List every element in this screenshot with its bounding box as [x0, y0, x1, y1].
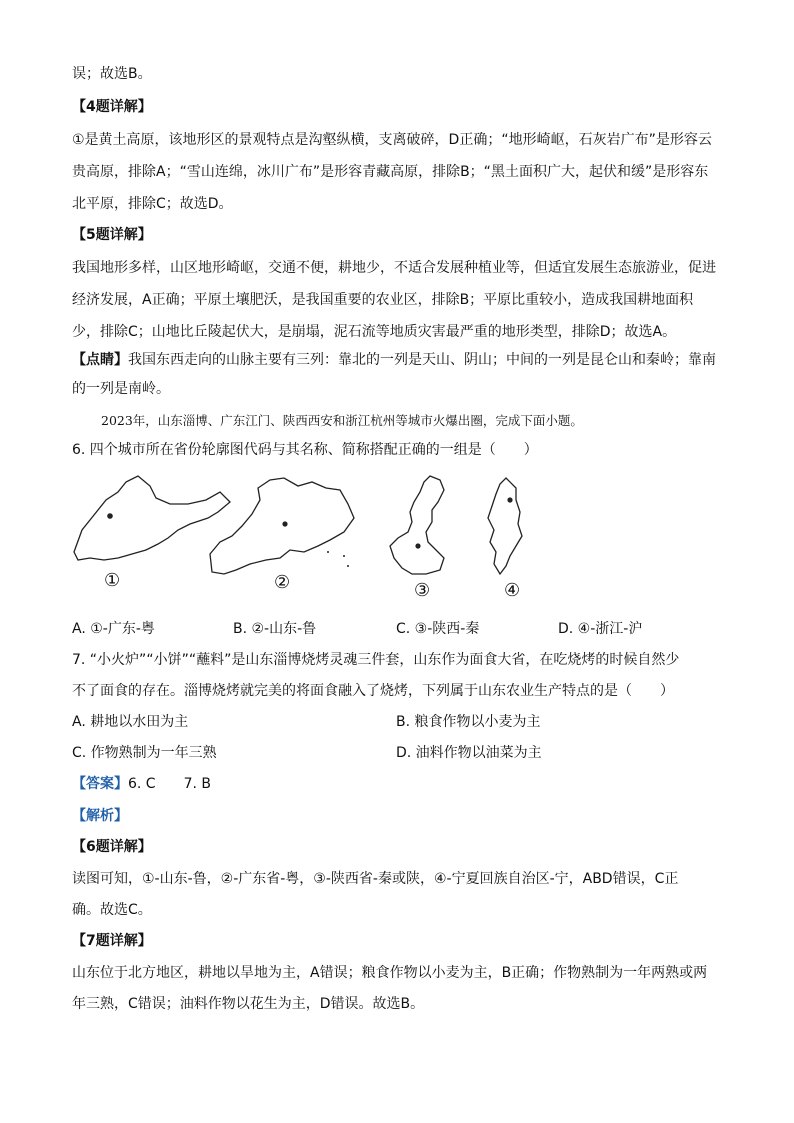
answer-text: 6. C 7. B: [128, 776, 211, 792]
map-dot-3: [415, 543, 420, 548]
map-dot-1: [107, 513, 113, 519]
answer-label: 【答案】: [72, 776, 128, 792]
map-island-1: [327, 551, 329, 553]
map-ningxia-outline: [488, 478, 522, 574]
question-6: 6. 四个城市所在省份轮廓图代码与其名称、简称搭配正确的一组是（ ）: [72, 442, 538, 458]
map-guangdong-outline: [210, 478, 354, 574]
map-shaanxi-outline: [390, 476, 444, 574]
q7-option-d: D. 油料作物以油菜为主: [396, 745, 542, 761]
dianjing-line: [72, 350, 716, 370]
text-line: 确。故选C。: [72, 902, 152, 918]
dianjing-label: 【点睛】: [72, 352, 128, 368]
section-heading-4: 【4题详解】: [72, 99, 152, 115]
dianjing-text: 我国东西走向的山脉主要有三列：靠北的一列是天山、阴山；中间的一列是昆仑山和秦岭；靠南: [128, 352, 716, 368]
text-line: 年三熟，C错误；油料作物以花生为主，D错误。故选B。: [72, 996, 425, 1012]
map-dot-2: [282, 521, 287, 526]
q6-option-d: D. ④-浙江-沪: [558, 621, 643, 637]
map-label-2: ②: [274, 572, 291, 593]
section-heading-7: 【7题详解】: [72, 933, 152, 949]
section-heading-6: 【6题详解】: [72, 839, 152, 855]
map-label-4: ④: [504, 580, 521, 601]
q6-option-c: C. ③-陕西-秦: [396, 621, 480, 637]
analysis-label: 【解析】: [72, 808, 128, 824]
text-line: 经济发展，A正确；平原土壤肥沃，是我国重要的农业区，排除B；平原比重较小，造成我国耕地面积: [72, 292, 694, 308]
q7-option-a: A. 耕地以水田为主: [72, 714, 189, 730]
answer-line: [72, 774, 211, 794]
q7-option-c: C. 作物熟制为一年三熟: [72, 745, 217, 761]
province-outline-maps: [60, 470, 560, 610]
q6-option-b: B. ②-山东-鲁: [233, 621, 317, 637]
map-label-1: ①: [104, 570, 121, 591]
text-line: 的一列是南岭。: [72, 381, 170, 397]
text-line: 少，排除C；山地比丘陵起伏大，是崩塌，泥石流等地质灾害最严重的地形类型，排除D；故选A。: [72, 324, 677, 340]
section-heading-5: 【5题详解】: [72, 227, 152, 243]
map-dot-4: [507, 497, 512, 502]
q6-option-a: A. ①-广东-粤: [72, 621, 155, 637]
map-shandong-outline: [74, 476, 230, 560]
text-line: 不了面食的存在。淄博烧烤就完美的将面食融入了烧烤，下列属于山东农业生产特点的是（ ）: [72, 683, 674, 699]
text-line: 北平原，排除C；故选D。: [72, 196, 233, 212]
question-7: 7. “小火炉”“小饼”“蘸料”是山东淄博烧烤灵魂三件套，山东作为面食大省，在吃烧烤的时候自然少: [72, 652, 680, 668]
map-island-3: [347, 565, 349, 567]
map-label-3: ③: [414, 580, 431, 601]
map-island-2: [343, 555, 345, 557]
province-outlines-svg: [60, 470, 560, 610]
text-line: 误；故选B。: [72, 66, 152, 82]
text-line: ①是黄土高原，该地形区的景观特点是沟壑纵横，支离破碎，D正确；“地形崎岖，石灰岩广布”是形容云: [72, 132, 712, 148]
text-line: 贵高原，排除A；“雪山连绵，冰川广布”是形容青藏高原，排除B；“黑土面积广大，起伏和缓”是形容东: [72, 164, 709, 180]
text-line: 山东位于北方地区，耕地以旱地为主，A错误；粮食作物以小麦为主，B正确；作物熟制为一年两熟或两: [72, 965, 708, 981]
question-intro: 2023年，山东淄博、广东江门、陕西西安和浙江杭州等城市火爆出圈，完成下面小题。: [101, 413, 583, 428]
text-line: 读图可知，①-山东-鲁，②-广东省-粤，③-陕西省-秦或陕，④-宁夏回族自治区-宁，ABD错误，C正: [72, 871, 679, 887]
q7-option-b: B. 粮食作物以小麦为主: [396, 714, 541, 730]
text-line: 我国地形多样，山区地形崎岖，交通不便，耕地少，不适合发展种植业等，但适宜发展生态旅游业，促进: [72, 260, 716, 276]
